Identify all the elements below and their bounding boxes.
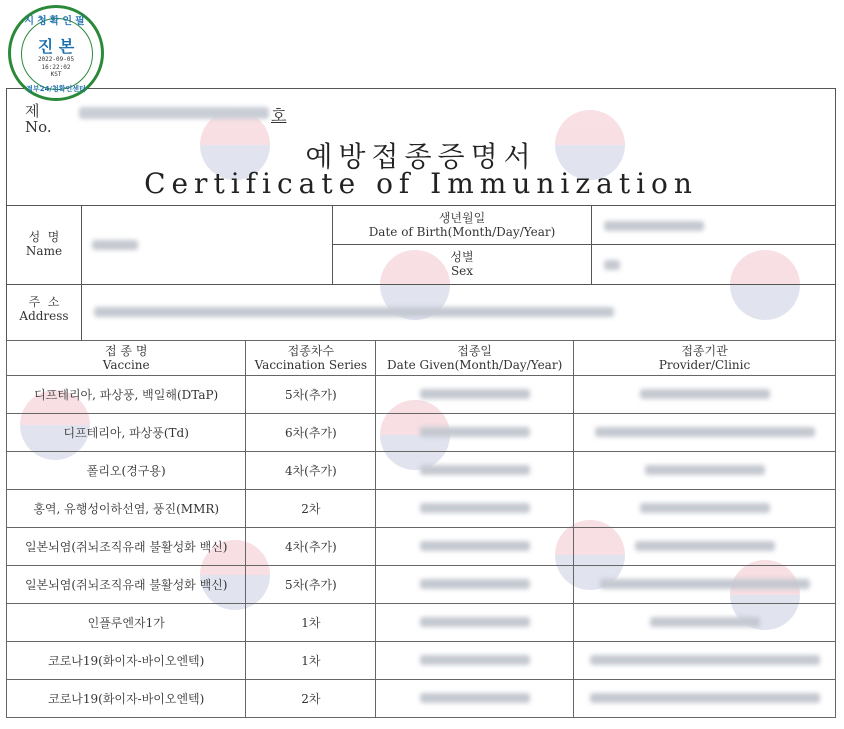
provider-redacted [650, 617, 760, 627]
provider-cell [574, 528, 836, 566]
provider-cell [574, 414, 836, 452]
address-label-en: Address [19, 309, 69, 323]
vaccine-series: 1차 [246, 604, 376, 642]
dob-label-ko: 생년월일 [438, 211, 486, 225]
provider-redacted [590, 693, 820, 703]
title-korean: 예방접종증명서 [305, 140, 537, 173]
stamp-time: 16:22:02 [41, 64, 71, 71]
vaccine-name: 인플루엔자1가 [7, 604, 246, 642]
table-row [7, 604, 836, 642]
sex-value-cell [591, 244, 836, 285]
provider-cell [574, 680, 836, 718]
date-cell [376, 566, 574, 604]
table-row [7, 376, 836, 414]
sex-redacted [604, 260, 620, 270]
header-vaccine-en: Vaccine [102, 358, 150, 372]
name-value-cell [81, 205, 333, 285]
dob-redacted [604, 221, 704, 231]
vaccine-name: 일본뇌염(쥐뇌조직유래 불활성화 백신) [7, 566, 246, 604]
date-redacted [420, 655, 530, 665]
header-series-en: Vaccination Series [254, 358, 368, 372]
date-cell [376, 680, 574, 718]
vaccine-name: 일본뇌염(쥐뇌조직유래 불활성화 백신) [7, 528, 246, 566]
date-cell [376, 414, 574, 452]
header-date [376, 341, 574, 376]
vaccine-name: 홍역, 유행성이하선염, 풍진(MMR) [7, 490, 246, 528]
table-row [7, 680, 836, 718]
provider-redacted [635, 541, 775, 551]
table-row [7, 414, 836, 452]
date-cell [376, 528, 574, 566]
verification-stamp [8, 5, 104, 101]
header-provider-ko: 접종기관 [681, 344, 728, 358]
provider-redacted [640, 389, 770, 399]
header-date-ko: 접종일 [457, 344, 493, 358]
vaccine-name: 디프테리아, 파상풍, 백일해(DTaP) [7, 376, 246, 414]
address-redacted [94, 307, 614, 317]
dob-value-cell [591, 205, 836, 245]
name-label-en: Name [25, 244, 63, 258]
stamp-main-text: 진 본 [37, 37, 75, 56]
vaccine-name: 디프테리아, 파상풍(Td) [7, 414, 246, 452]
certificate-header [6, 88, 836, 206]
name-redacted [92, 240, 138, 250]
vaccine-series: 1차 [246, 642, 376, 680]
header-provider [574, 341, 836, 376]
provider-redacted [600, 579, 810, 589]
stamp-bottom-text: 정부24/청확인센터 [26, 85, 86, 93]
sex-label-en: Sex [450, 264, 474, 278]
stamp-date: 2022-09-05 [37, 56, 75, 63]
provider-redacted [640, 503, 770, 513]
date-redacted [420, 579, 530, 589]
vaccine-series: 4차(추가) [246, 452, 376, 490]
name-label-ko: 성 명 [28, 230, 60, 244]
table-row [7, 490, 836, 528]
provider-redacted [595, 427, 815, 437]
table-row [7, 452, 836, 490]
header-date-en: Date Given(Month/Day/Year) [387, 358, 563, 372]
date-redacted [420, 427, 530, 437]
table-row [7, 566, 836, 604]
header-series-ko: 접종차수 [287, 344, 335, 358]
vaccine-series: 5차(추가) [246, 376, 376, 414]
provider-cell [574, 566, 836, 604]
document-number-redacted [79, 107, 269, 119]
date-cell [376, 604, 574, 642]
header-vaccine-ko: 접 종 명 [105, 344, 148, 358]
vaccine-series: 2차 [246, 490, 376, 528]
vaccine-series: 6차(추가) [246, 414, 376, 452]
table-row [7, 528, 836, 566]
date-cell [376, 490, 574, 528]
document-number-label-en: No. [25, 118, 52, 136]
table-row [7, 642, 836, 680]
provider-cell [574, 604, 836, 642]
sex-label-ko: 성별 [450, 250, 474, 264]
vaccine-name: 폴리오(경구용) [7, 452, 246, 490]
address-label-cell [6, 284, 82, 341]
date-redacted [420, 693, 530, 703]
person-info-table [6, 205, 836, 341]
header-provider-en: Provider/Clinic [658, 358, 751, 372]
date-cell [376, 452, 574, 490]
provider-cell [574, 452, 836, 490]
date-cell [376, 642, 574, 680]
document-number-label-ko: 제 [25, 102, 40, 120]
vaccine-series: 2차 [246, 680, 376, 718]
vaccine-name: 코로나19(화이자-바이오엔텍) [7, 680, 246, 718]
provider-redacted [645, 465, 765, 475]
provider-cell [574, 642, 836, 680]
vaccine-series: 4차(추가) [246, 528, 376, 566]
sex-label-cell [332, 244, 592, 285]
vaccination-header-row [7, 341, 836, 376]
name-label-cell [6, 205, 82, 285]
stamp-code: KST [50, 71, 62, 78]
provider-cell [574, 490, 836, 528]
date-redacted [420, 465, 530, 475]
address-value-cell [81, 284, 836, 341]
header-series [246, 341, 376, 376]
dob-label-en: Date of Birth(Month/Day/Year) [368, 225, 556, 239]
vaccine-name: 코로나19(화이자-바이오엔텍) [7, 642, 246, 680]
date-cell [376, 376, 574, 414]
date-redacted [420, 503, 530, 513]
title-english: Certificate of Immunization [144, 167, 698, 200]
vaccine-series: 5차(추가) [246, 566, 376, 604]
address-label-ko: 주 소 [28, 295, 60, 309]
stamp-top-text: 시청확인필 [24, 16, 88, 27]
provider-cell [574, 376, 836, 414]
header-vaccine [7, 341, 246, 376]
vaccination-table [6, 340, 836, 718]
date-redacted [420, 389, 530, 399]
date-redacted [420, 617, 530, 627]
document-number-label [25, 103, 52, 135]
date-redacted [420, 541, 530, 551]
document-number-suffix: 호 [271, 106, 287, 125]
dob-label-cell [332, 205, 592, 245]
provider-redacted [590, 655, 820, 665]
